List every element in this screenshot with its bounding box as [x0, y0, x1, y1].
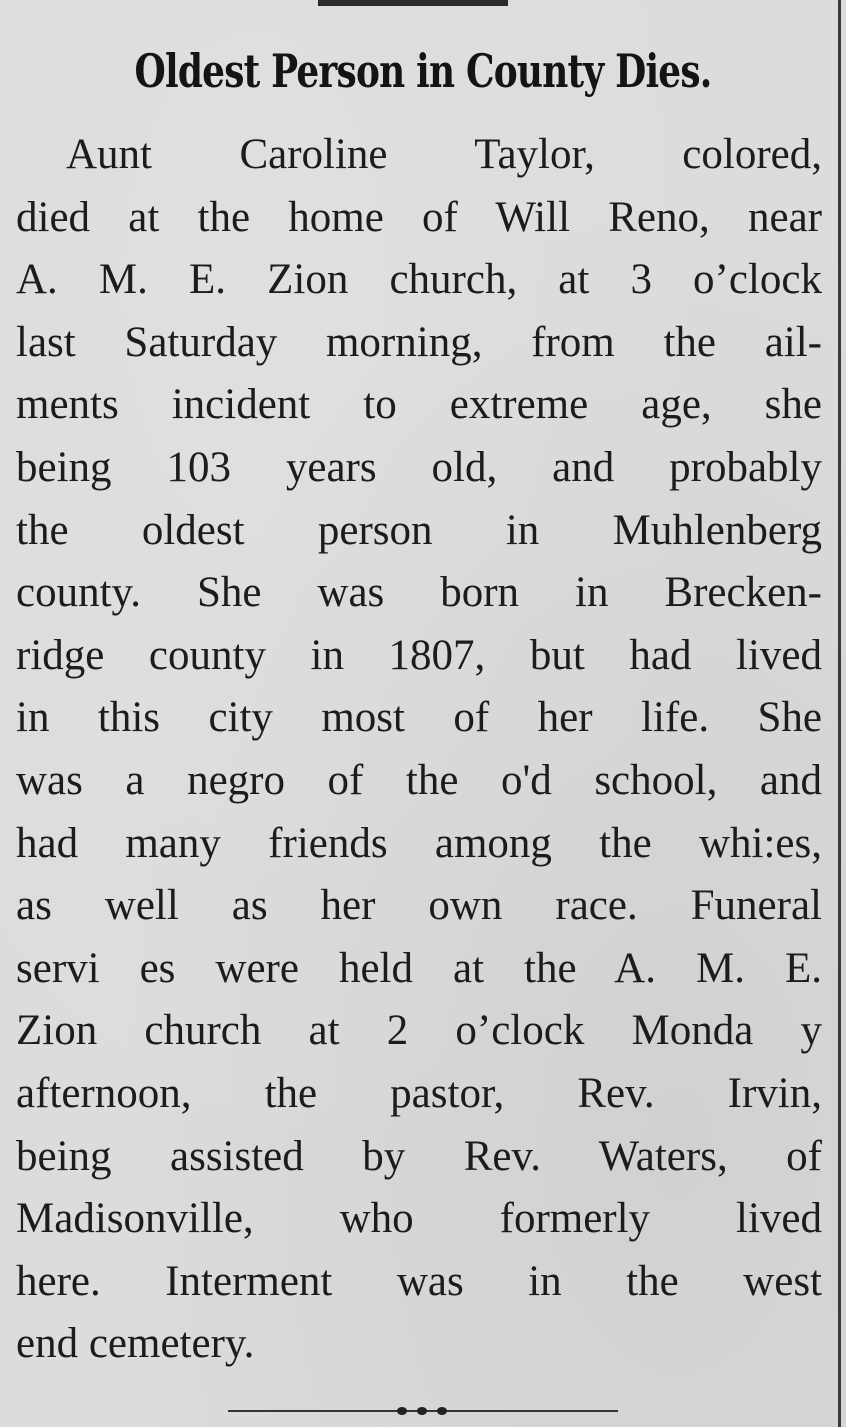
article-line: here. Interment was in the west	[16, 1257, 822, 1305]
article-line: had many friends among the whi:es,	[16, 819, 822, 867]
article-line: last Saturday morning, from the ail-	[16, 318, 822, 366]
article-line: being assisted by Rev. Waters, of	[16, 1132, 822, 1180]
article-line: Aunt Caroline Taylor, colored,	[66, 131, 822, 178]
article-line: ridge county in 1807, but had lived	[16, 631, 822, 679]
article-line: ments incident to extreme age, she	[16, 381, 822, 429]
article-line: the oldest person in Muhlenberg	[16, 506, 822, 554]
article-body	[16, 124, 822, 1376]
article-line: end cemetery.	[16, 1320, 255, 1368]
article-line: Zion church at 2 o’clock Monda y	[16, 1007, 822, 1055]
divider-ornament	[372, 1403, 472, 1419]
article-line: died at the home of Will Reno, near	[16, 193, 822, 241]
article-line: as well as her own race. Funeral	[16, 882, 822, 930]
article-line: being 103 years old, and probably	[16, 443, 822, 491]
ornament-dot	[437, 1407, 447, 1415]
article-line: A. M. E. Zion church, at 3 o’clock	[16, 256, 822, 304]
article-headline: Oldest Person in County Dies.	[134, 44, 712, 98]
ornament-dot	[397, 1407, 407, 1415]
top-rule	[318, 0, 508, 6]
ornament-dot	[417, 1407, 427, 1415]
article-line: afternoon, the pastor, Rev. Irvin,	[16, 1069, 822, 1117]
article-line: servi es were held at the A. M. E.	[16, 944, 822, 992]
article-line: was a negro of the o'd school, and	[16, 756, 822, 804]
article-line: in this city most of her life. She	[16, 694, 822, 742]
article-line: county. She was born in Brecken-	[16, 569, 822, 617]
column-rule	[838, 0, 841, 1427]
article-line: Madisonville, who formerly lived	[16, 1195, 822, 1243]
